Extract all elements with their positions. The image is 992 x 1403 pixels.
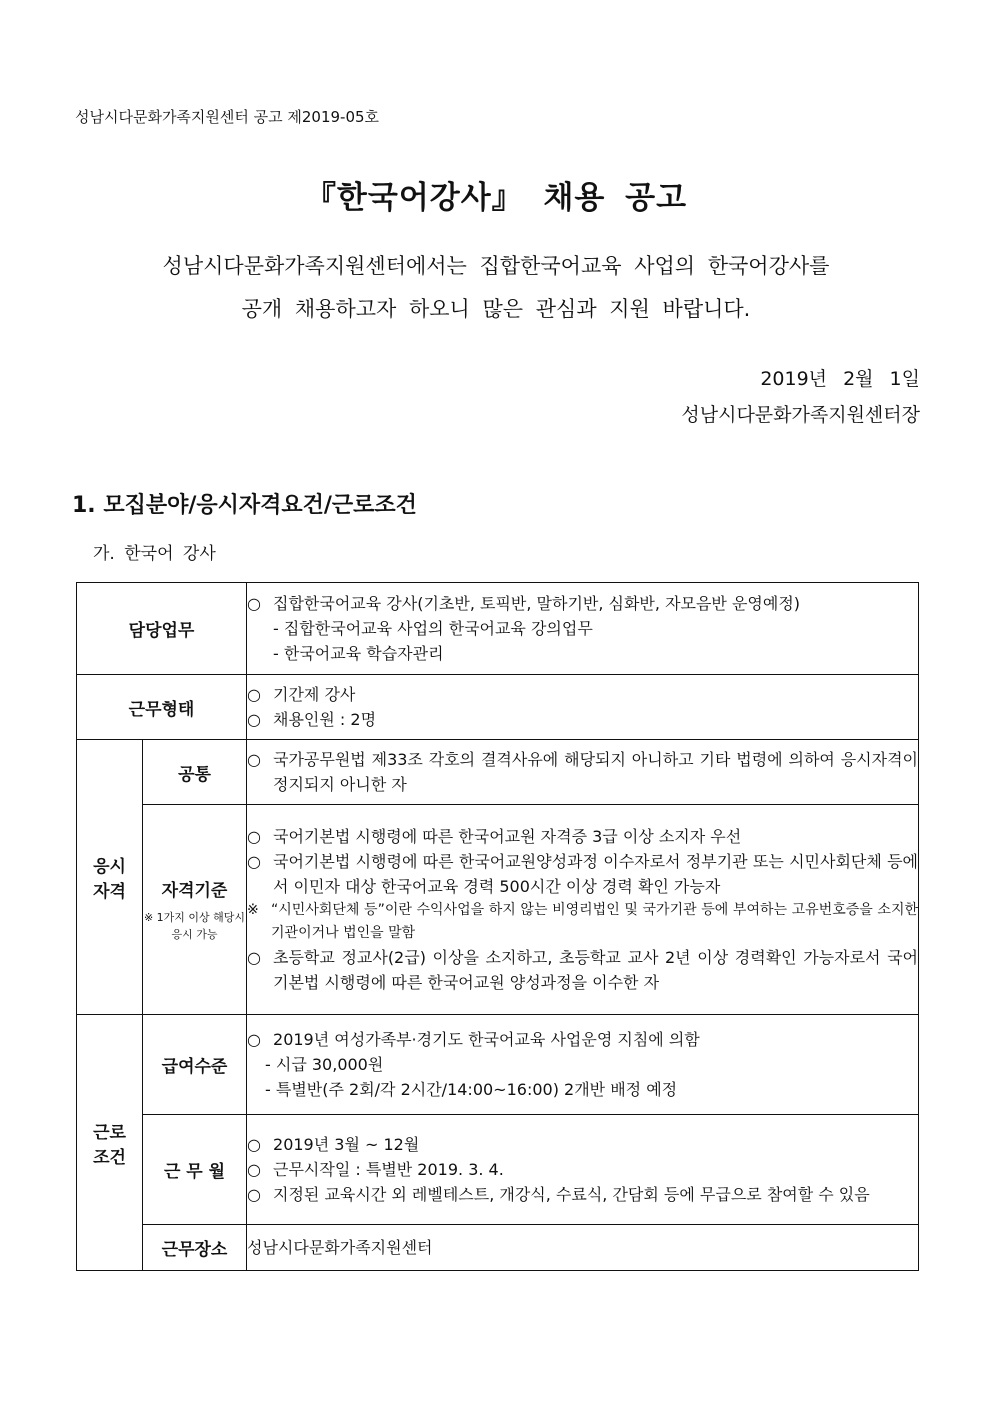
duties-line-3: - 한국어교육 학습자관리 (273, 644, 444, 663)
recruitment-table (76, 582, 919, 1271)
months-content (247, 1115, 919, 1225)
table-row-salary (77, 1015, 919, 1115)
criteria-content (247, 805, 919, 1015)
bullet-icon: ○ (247, 750, 261, 769)
work-type-content (247, 675, 919, 740)
bullet-icon: ○ (247, 852, 261, 871)
work-type-line-1: ○ 기간제 강사 (247, 682, 918, 707)
duties-line-1: ○ 집합한국어교육 강사(기초반, 토픽반, 말하기반, 심화반, 자모음반 운영예정) (247, 594, 800, 613)
criteria-item-1: ○ 국어기본법 시행령에 따른 한국어교원 자격증 3급 이상 소지자 우선 (247, 824, 918, 849)
signer: 성남시다문화가족지원센터장 (681, 404, 920, 426)
criteria-label: 자격기준 ※ 1가지 이상 해당시 응시 가능 (143, 805, 247, 1015)
table-row-months (77, 1115, 919, 1225)
work-type-label: 근무형태 (77, 675, 247, 740)
work-type-line-2: ○ 채용인원 : 2명 (247, 707, 918, 732)
conditions-label: 근로 조건 (77, 1015, 143, 1271)
section-title: 1. 모집분야/응시자격요건/근로조건 (72, 493, 417, 518)
months-line-2: ○ 근무시작일 : 특별반 2019. 3. 4. (247, 1157, 918, 1182)
table-row-qualification-criteria (77, 805, 919, 1015)
qualification-label: 응시 자격 (77, 740, 143, 1015)
bullet-icon: ○ (247, 827, 261, 846)
table-row-qualification-common (77, 740, 919, 805)
bullet-icon: ○ (247, 1030, 261, 1049)
subsection-title: 가. 한국어 강사 (93, 544, 216, 564)
table-row-location (77, 1225, 919, 1271)
bullet-icon: ○ (247, 1135, 261, 1154)
bullet-icon: ○ (247, 710, 261, 729)
notice-date: 2019년 2월 1일 (760, 368, 920, 390)
months-label: 근 무 월 (143, 1115, 247, 1225)
criteria-item-2: ○ 국어기본법 시행령에 따른 한국어교원양성과정 이수자로서 정부기관 또는 시민사회단체 등에서 이민자 대상 한국어교육 경력 500시간 이상 경력 확인 가능자 (247, 849, 918, 899)
note-icon: ※ (247, 902, 259, 918)
criteria-footnote: ※ “시민사회단체 등”이란 수익사업을 하지 않는 비영리법인 및 국가기관 등에 부여하는 고유번호증을 소지한 기관이거나 법인을 말함 (247, 899, 918, 945)
table-row-work-type (77, 675, 919, 740)
duties-content (247, 583, 919, 675)
bullet-icon: ○ (247, 594, 261, 613)
page-title: 『한국어강사』 채용 공고 (304, 180, 688, 216)
common-label: 공통 (143, 740, 247, 805)
table-row-duties (77, 583, 919, 675)
bullet-icon: ○ (247, 948, 261, 967)
duties-label: 담당업무 (77, 583, 247, 675)
months-line-3: ○ 지정된 교육시간 외 레벨테스트, 개강식, 수료식, 간담회 등에 무급으로 참여할 수 있음 (247, 1182, 918, 1207)
intro-line-2: 공개 채용하고자 하오니 많은 관심과 지원 바랍니다. (241, 297, 751, 321)
duties-line-2: - 집합한국어교육 사업의 한국어교육 강의업무 (273, 619, 593, 638)
salary-content (247, 1015, 919, 1115)
notice-number: 성남시다문화가족지원센터 공고 제2019-05호 (75, 108, 380, 126)
salary-line-1: ○ 2019년 여성가족부·경기도 한국어교육 사업운영 지침에 의함 (247, 1027, 918, 1052)
salary-line-3: - 특별반(주 2회/각 2시간/14:00~16:00) 2개반 배정 예정 (265, 1080, 678, 1099)
months-line-1: ○ 2019년 3월 ~ 12월 (247, 1132, 918, 1157)
intro-line-1: 성남시다문화가족지원센터에서는 집합한국어교육 사업의 한국어강사를 (162, 254, 830, 278)
criteria-item-3: ○ 초등학교 정교사(2급) 이상을 소지하고, 초등학교 교사 2년 이상 경력확인 가능자로서 국어기본법 시행령에 따른 한국어교원 양성과정을 이수한 자 (247, 945, 918, 995)
bullet-icon: ○ (247, 685, 261, 704)
salary-line-2: - 시급 30,000원 (265, 1055, 384, 1074)
location-label: 근무장소 (143, 1225, 247, 1271)
common-content (247, 740, 919, 805)
criteria-note: ※ 1가지 이상 해당시 응시 가능 (143, 911, 246, 941)
salary-label: 급여수준 (143, 1015, 247, 1115)
bullet-icon: ○ (247, 1160, 261, 1179)
bullet-icon: ○ (247, 1185, 261, 1204)
common-line-1: ○ 국가공무원법 제33조 각호의 결격사유에 해당되지 아니하고 기타 법령에 의하여 응시자격이 정지되지 아니한 자 (247, 747, 918, 797)
location-value: 성남시다문화가족지원센터 (247, 1225, 919, 1271)
